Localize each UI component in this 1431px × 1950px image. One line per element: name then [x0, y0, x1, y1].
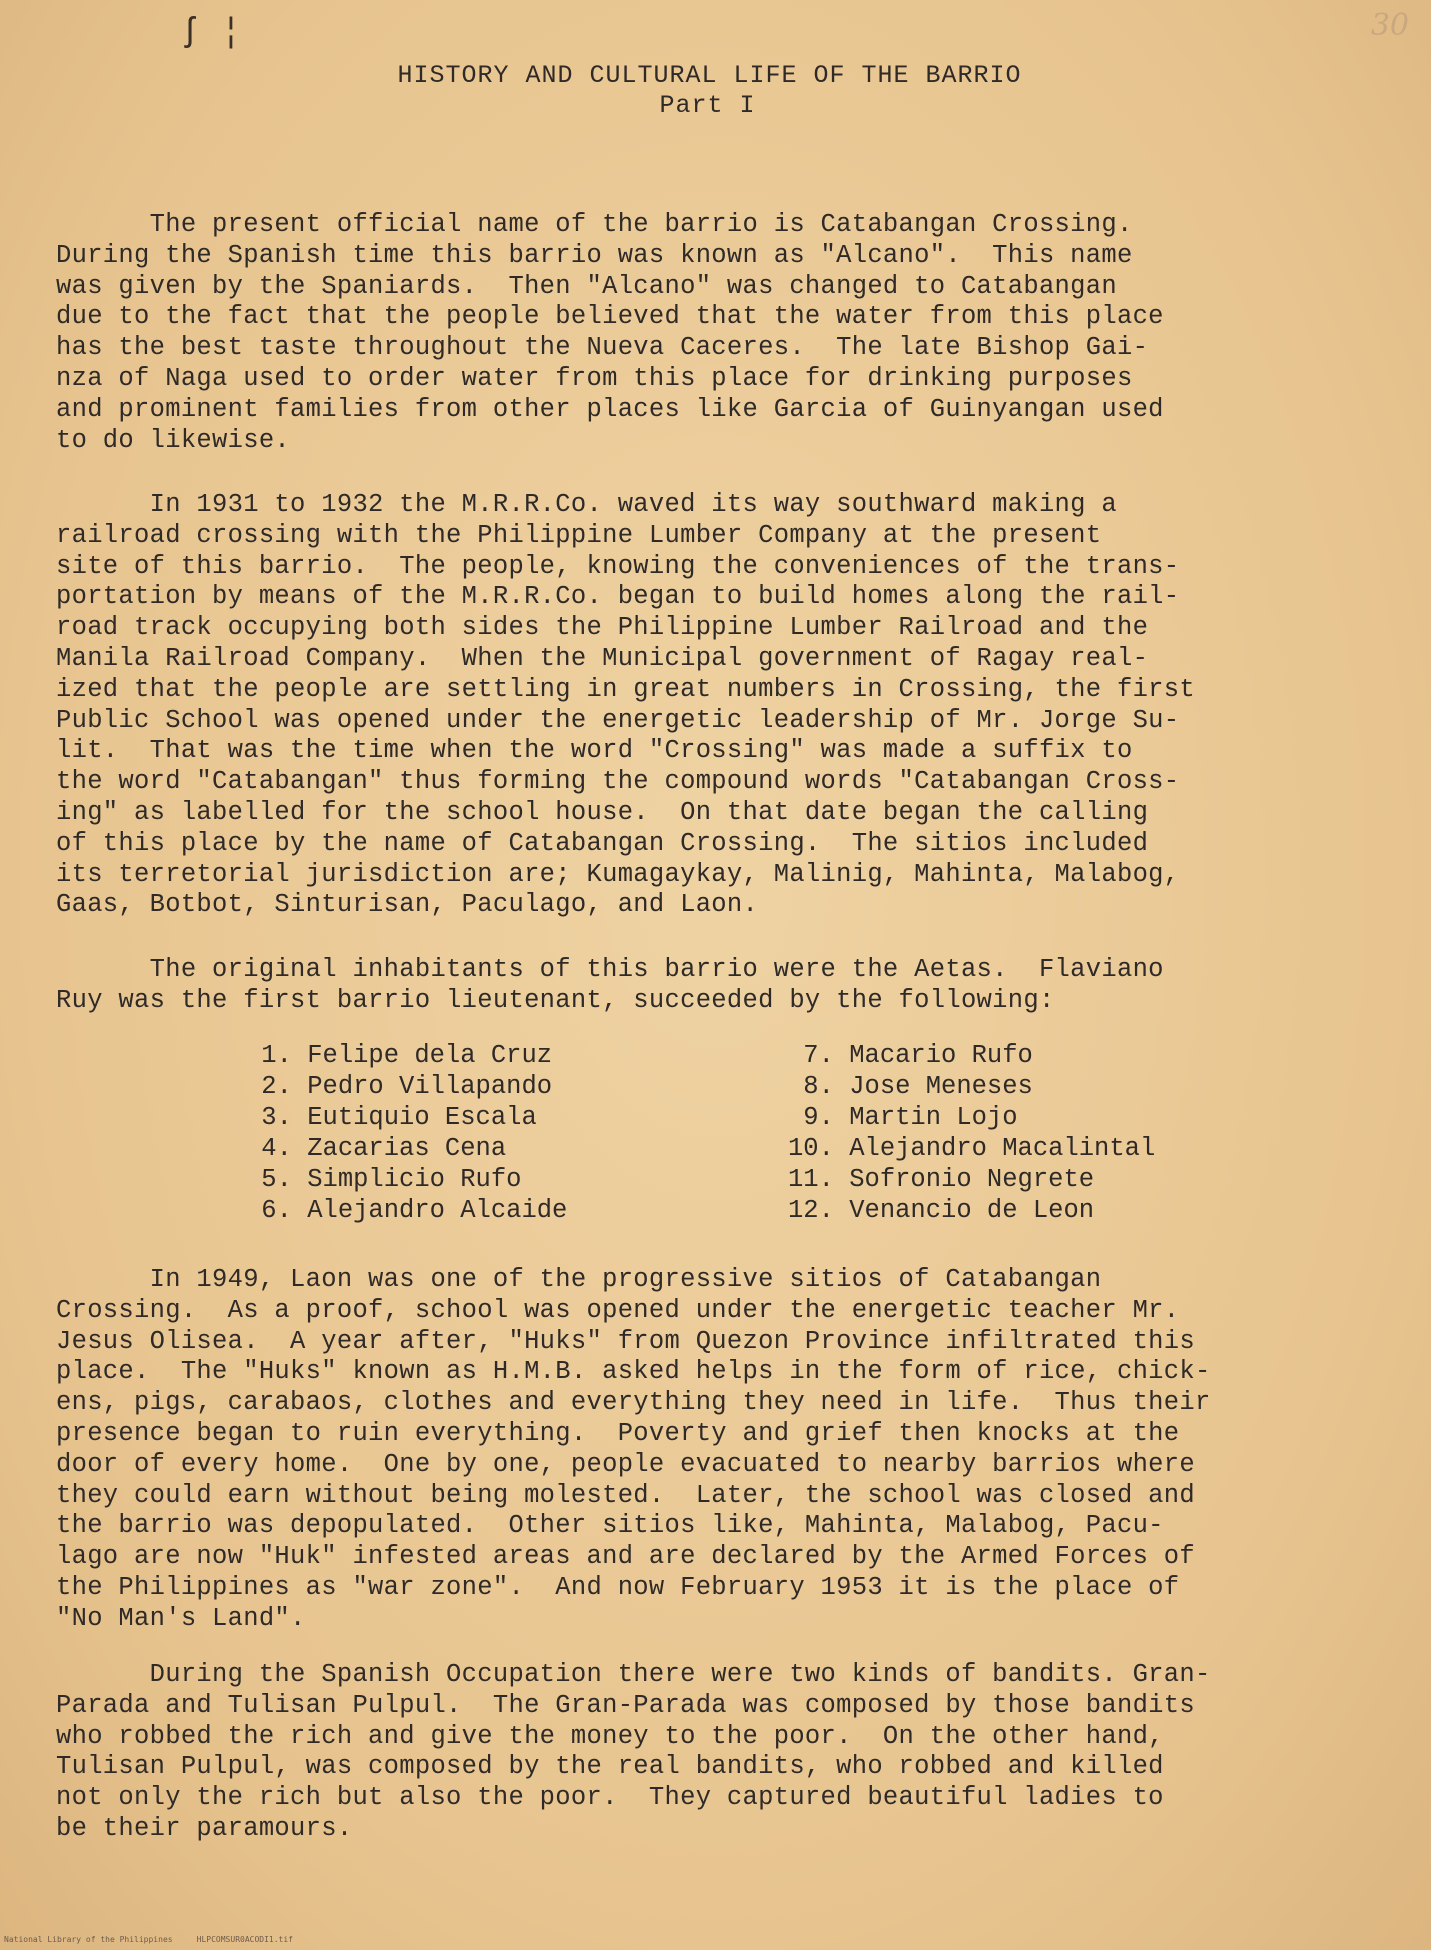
- lieutenant-list-item: 2. Pedro Villapando: [246, 1072, 553, 1101]
- text-line: Gaas, Botbot, Sinturisan, Paculago, and Laon.: [56, 890, 759, 920]
- text-line: In 1931 to 1932 the M.R.R.Co. waved its way southward making a: [56, 490, 1117, 519]
- footer-caption: National Library of the Philippines HLPCOMSUR0ACODI1.tif: [4, 1935, 293, 1944]
- lieutenant-list-item: 11. Sofronio Negrete: [788, 1165, 1095, 1194]
- lieutenant-list-item: 6. Alejandro Alcaide: [246, 1196, 568, 1225]
- text-line: place. The "Huks" known as H.M.B. asked helps in the form of rice, chick-: [56, 1357, 1211, 1387]
- text-line: Public School was opened under the energetic leadership of Mr. Jorge Su-: [56, 705, 1180, 735]
- document-subtitle: Part I: [659, 91, 756, 120]
- text-line: site of this barrio. The people, knowing the conveniences of the trans-: [56, 551, 1180, 581]
- text-line: of this place by the name of Catabangan Crossing. The sitios included: [56, 828, 1149, 858]
- lieutenant-list-item: 1. Felipe dela Cruz: [246, 1041, 553, 1070]
- text-line: not only the rich but also the poor. They captured beautiful ladies to: [56, 1783, 1164, 1813]
- paragraph-inhabitants: [56, 955, 1376, 1017]
- text-line: who robbed the rich and give the money to the poor. On the other hand,: [56, 1721, 1164, 1751]
- text-line: has the best taste throughout the Nueva Caceres. The late Bishop Gai-: [56, 333, 1149, 363]
- text-line: nza of Naga used to order water from this place for drinking purposes: [56, 363, 1133, 393]
- lieutenant-list-item: 9. Martin Lojo: [788, 1103, 1018, 1132]
- text-line: In 1949, Laon was one of the progressive sitios of Catabangan: [56, 1265, 1102, 1294]
- lieutenant-list-item: 8. Jose Meneses: [788, 1072, 1033, 1101]
- text-line: During the Spanish time this barrio was known as "Alcano". This name: [56, 240, 1133, 270]
- lieutenant-list-right: [788, 1040, 1155, 1226]
- text-line: railroad crossing with the Philippine Lumber Company at the present: [56, 520, 1102, 550]
- paragraph-barrio-name: [56, 210, 1376, 456]
- text-line: portation by means of the M.R.R.Co. began to build homes along the rail-: [56, 582, 1180, 612]
- text-line: the Philippines as "war zone". And now February 1953 it is the place of: [56, 1572, 1180, 1602]
- lieutenant-list-item: 12. Venancio de Leon: [788, 1196, 1095, 1225]
- text-line: to do likewise.: [56, 425, 291, 455]
- text-line: The present official name of the barrio is Catabangan Crossing.: [56, 210, 1133, 239]
- text-line: Ruy was the first barrio lieutenant, succeeded by the following:: [56, 985, 1055, 1015]
- text-line: ens, pigs, carabaos, clothes and everything they need in life. Thus their: [56, 1388, 1211, 1418]
- lieutenant-list-left: [246, 1040, 567, 1226]
- text-line: and prominent families from other places like Garcia of Guinyangan used: [56, 394, 1164, 424]
- text-line: was given by the Spaniards. Then "Alcano" was changed to Catabangan: [56, 271, 1117, 301]
- text-line: Parada and Tulisan Pulpul. The Gran-Parada was composed by those bandits: [56, 1690, 1195, 1720]
- text-line: door of every home. One by one, people evacuated to nearby barrios where: [56, 1449, 1195, 1479]
- margin-mark: ʃ ¦: [180, 14, 242, 52]
- text-line: road track occupying both sides the Philippine Lumber Railroad and the: [56, 613, 1149, 643]
- text-line: be their paramours.: [56, 1813, 353, 1843]
- text-line: ing" as labelled for the school house. On that date began the calling: [56, 797, 1149, 827]
- text-line: Manila Railroad Company. When the Municipal government of Ragay real-: [56, 643, 1149, 673]
- text-line: presence began to ruin everything. Poverty and grief then knocks at the: [56, 1418, 1180, 1448]
- lieutenant-list-item: 10. Alejandro Macalintal: [788, 1134, 1156, 1163]
- text-line: they could earn without being molested. Later, the school was closed and: [56, 1480, 1195, 1510]
- lieutenant-list-item: 3. Eutiquio Escala: [246, 1103, 537, 1132]
- text-line: "No Man's Land".: [56, 1603, 306, 1633]
- text-line: lit. That was the time when the word "Crossing" was made a suffix to: [56, 736, 1133, 766]
- text-line: Tulisan Pulpul, was composed by the real bandits, who robbed and killed: [56, 1752, 1164, 1782]
- text-line: Jesus Olisea. A year after, "Huks" from Quezon Province infiltrated this: [56, 1326, 1195, 1356]
- lieutenant-list-item: 7. Macario Rufo: [788, 1041, 1033, 1070]
- text-line: The original inhabitants of this barrio were the Aetas. Flaviano: [56, 955, 1164, 984]
- paragraph-railroad-history: [56, 490, 1376, 921]
- lieutenant-list-item: 5. Simplicio Rufo: [246, 1165, 522, 1194]
- text-line: the word "Catabangan" thus forming the compound words "Catabangan Cross-: [56, 767, 1180, 797]
- page-number: 30: [1370, 8, 1409, 43]
- paragraph-huks: [56, 1265, 1376, 1635]
- text-line: the barrio was depopulated. Other sitios like, Mahinta, Malabog, Pacu-: [56, 1511, 1164, 1541]
- document-title: HISTORY AND CULTURAL LIFE OF THE BARRIO: [397, 61, 1022, 90]
- paragraph-bandits: [56, 1660, 1376, 1845]
- text-line: During the Spanish Occupation there were two kinds of bandits. Gran-: [56, 1660, 1211, 1689]
- text-line: Crossing. As a proof, school was opened under the energetic teacher Mr.: [56, 1295, 1180, 1325]
- text-line: its terretorial jurisdiction are; Kumagaykay, Malinig, Mahinta, Malabog,: [56, 859, 1180, 889]
- lieutenant-list-item: 4. Zacarias Cena: [246, 1134, 507, 1163]
- text-line: due to the fact that the people believed that the water from this place: [56, 302, 1164, 332]
- text-line: ized that the people are settling in great numbers in Crossing, the first: [56, 674, 1195, 704]
- text-line: lago are now "Huk" infested areas and are declared by the Armed Forces of: [56, 1542, 1195, 1572]
